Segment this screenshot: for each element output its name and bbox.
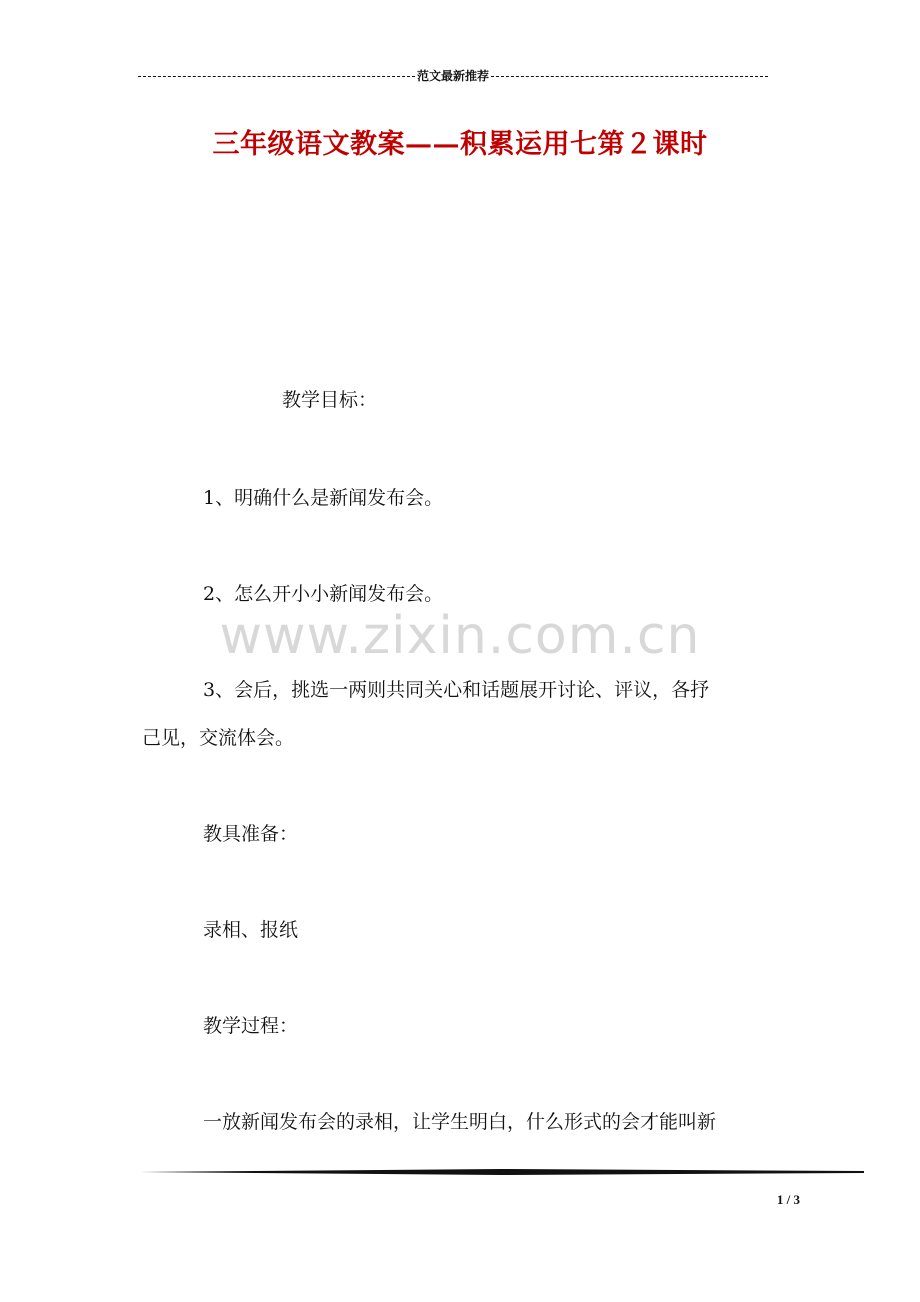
goals-heading: 教学目标： [282, 389, 378, 411]
process-heading: 教学过程： [203, 1015, 299, 1037]
header-label: 范文最新推荐 [417, 69, 490, 83]
footer-rule [140, 1168, 864, 1176]
page-number: 1 / 3 [776, 1192, 800, 1207]
goal-2: 2、怎么开小小新闻发布会。 [203, 583, 444, 605]
page-header [138, 68, 768, 84]
process-step-1: 一放新闻发布会的录相，让学生明白，什么形式的会才能叫新 [203, 1111, 717, 1133]
header-dash-left [138, 76, 415, 77]
watermark: www.zixin.com.cn [219, 606, 701, 666]
goal-3-line-2: 己见，交流体会。 [142, 727, 295, 749]
goal-3-line-1: 3、会后，挑选一两则共同关心和话题展开讨论、评议，各抒 [203, 679, 710, 701]
prep-heading: 教具准备： [203, 823, 299, 845]
prep-items: 录相、报纸 [203, 919, 299, 941]
document-title: 三年级语文教案——积累运用七第２课时 [212, 129, 708, 160]
goal-1: 1、明确什么是新闻发布会。 [203, 487, 444, 509]
header-dash-right [491, 76, 768, 77]
